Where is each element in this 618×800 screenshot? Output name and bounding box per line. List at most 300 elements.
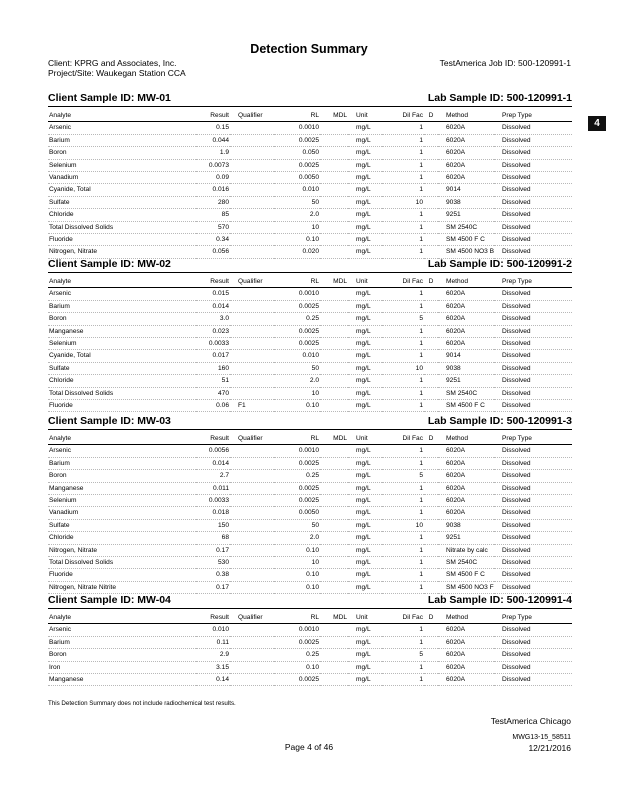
cell-method: 6020A xyxy=(438,457,494,469)
cell-mdl xyxy=(320,581,348,593)
cell-result: 530 xyxy=(196,557,230,569)
cell-qualifier xyxy=(230,532,274,544)
cell-result: 570 xyxy=(196,221,230,233)
cell-analyte: Selenium xyxy=(48,495,196,507)
table-row xyxy=(48,636,572,648)
table-row xyxy=(48,147,572,159)
cell-rl: 0.0025 xyxy=(274,674,320,686)
table-row xyxy=(48,122,572,134)
cell-method: 6020A xyxy=(438,445,494,457)
cell-rl: 0.25 xyxy=(274,470,320,482)
cell-dil: 1 xyxy=(382,234,424,246)
table-row xyxy=(48,184,572,196)
cell-unit: mg/L xyxy=(348,495,382,507)
column-header: Prep Type xyxy=(494,612,572,624)
cell-qualifier xyxy=(230,624,274,636)
cell-rl: 2.0 xyxy=(274,375,320,387)
cell-d xyxy=(424,246,438,258)
cell-method: 6020A xyxy=(438,636,494,648)
table-row xyxy=(48,507,572,519)
cell-result: 3.15 xyxy=(196,661,230,673)
cell-unit: mg/L xyxy=(348,159,382,171)
cell-dil: 1 xyxy=(382,184,424,196)
cell-d xyxy=(424,649,438,661)
cell-qualifier xyxy=(230,519,274,531)
cell-rl: 50 xyxy=(274,196,320,208)
table-row xyxy=(48,544,572,556)
cell-dil: 1 xyxy=(382,387,424,399)
cell-analyte: Chloride xyxy=(48,209,196,221)
cell-method: Nitrate by calc xyxy=(438,544,494,556)
cell-analyte: Barium xyxy=(48,636,196,648)
cell-dil: 5 xyxy=(382,470,424,482)
cell-method: 9038 xyxy=(438,196,494,208)
table-row xyxy=(48,172,572,184)
cell-rl: 0.050 xyxy=(274,147,320,159)
cell-dil: 5 xyxy=(382,649,424,661)
cell-rl: 0.10 xyxy=(274,544,320,556)
cell-prep: Dissolved xyxy=(494,325,572,337)
cell-rl: 0.020 xyxy=(274,246,320,258)
cell-qualifier xyxy=(230,661,274,673)
cell-method: 6020A xyxy=(438,122,494,134)
cell-analyte: Manganese xyxy=(48,325,196,337)
results-table xyxy=(48,433,572,594)
cell-analyte: Barium xyxy=(48,300,196,312)
table-row xyxy=(48,519,572,531)
cell-method: 6020A xyxy=(438,649,494,661)
cell-rl: 0.25 xyxy=(274,313,320,325)
cell-prep: Dissolved xyxy=(494,400,572,412)
cell-mdl xyxy=(320,519,348,531)
cell-prep: Dissolved xyxy=(494,313,572,325)
results-table xyxy=(48,612,572,686)
column-header: Prep Type xyxy=(494,276,572,288)
cell-unit: mg/L xyxy=(348,196,382,208)
cell-analyte: Boron xyxy=(48,470,196,482)
table-row xyxy=(48,557,572,569)
column-header: Unit xyxy=(348,110,382,122)
cell-method: 9251 xyxy=(438,209,494,221)
cell-rl: 0.0025 xyxy=(274,482,320,494)
cell-d xyxy=(424,196,438,208)
cell-method: SM 4500 F C xyxy=(438,569,494,581)
cell-result: 0.0033 xyxy=(196,338,230,350)
cell-rl: 2.0 xyxy=(274,209,320,221)
cell-prep: Dissolved xyxy=(494,581,572,593)
cell-mdl xyxy=(320,482,348,494)
cell-analyte: Selenium xyxy=(48,338,196,350)
results-table xyxy=(48,110,572,259)
cell-rl: 0.0010 xyxy=(274,122,320,134)
cell-mdl xyxy=(320,325,348,337)
client-sample-id: Client Sample ID: MW-03 xyxy=(48,415,171,427)
sample-header xyxy=(48,92,572,107)
cell-prep: Dissolved xyxy=(494,362,572,374)
cell-rl: 0.0025 xyxy=(274,636,320,648)
cell-prep: Dissolved xyxy=(494,221,572,233)
table-row xyxy=(48,300,572,312)
cell-dil: 10 xyxy=(382,519,424,531)
cell-method: 6020A xyxy=(438,470,494,482)
cell-analyte: Sulfate xyxy=(48,196,196,208)
column-header: Qualifier xyxy=(230,276,274,288)
cell-d xyxy=(424,234,438,246)
cell-rl: 0.0050 xyxy=(274,507,320,519)
cell-analyte: Arsenic xyxy=(48,624,196,636)
cell-d xyxy=(424,387,438,399)
column-header: D xyxy=(424,612,438,624)
cell-unit: mg/L xyxy=(348,557,382,569)
cell-method: 6020A xyxy=(438,300,494,312)
cell-result: 0.014 xyxy=(196,457,230,469)
cell-unit: mg/L xyxy=(348,470,382,482)
cell-rl: 0.0025 xyxy=(274,159,320,171)
cell-qualifier xyxy=(230,445,274,457)
cell-rl: 2.0 xyxy=(274,532,320,544)
cell-method: 6020A xyxy=(438,338,494,350)
cell-rl: 0.0050 xyxy=(274,172,320,184)
cell-prep: Dissolved xyxy=(494,147,572,159)
client-sample-id: Client Sample ID: MW-02 xyxy=(48,258,171,270)
lab-name: TestAmerica Chicago xyxy=(490,716,571,726)
table-row xyxy=(48,445,572,457)
cell-unit: mg/L xyxy=(348,325,382,337)
client-name: Client: KPRG and Associates, Inc. xyxy=(48,58,177,68)
cell-analyte: Chloride xyxy=(48,532,196,544)
cell-dil: 1 xyxy=(382,569,424,581)
cell-d xyxy=(424,159,438,171)
cell-method: SM 2540C xyxy=(438,387,494,399)
cell-d xyxy=(424,661,438,673)
cell-dil: 10 xyxy=(382,196,424,208)
table-row xyxy=(48,313,572,325)
cell-qualifier xyxy=(230,457,274,469)
cell-prep: Dissolved xyxy=(494,288,572,300)
table-row xyxy=(48,387,572,399)
cell-dil: 1 xyxy=(382,209,424,221)
cell-analyte: Barium xyxy=(48,457,196,469)
cell-unit: mg/L xyxy=(348,661,382,673)
cell-mdl xyxy=(320,624,348,636)
sample-section xyxy=(48,92,572,259)
cell-rl: 0.0025 xyxy=(274,325,320,337)
cell-result: 0.34 xyxy=(196,234,230,246)
cell-unit: mg/L xyxy=(348,362,382,374)
cell-unit: mg/L xyxy=(348,569,382,581)
column-header: Dil Fac xyxy=(382,612,424,624)
cell-mdl xyxy=(320,674,348,686)
cell-analyte: Arsenic xyxy=(48,288,196,300)
cell-method: 6020A xyxy=(438,624,494,636)
cell-mdl xyxy=(320,362,348,374)
cell-method: 9014 xyxy=(438,184,494,196)
cell-dil: 1 xyxy=(382,288,424,300)
cell-rl: 0.10 xyxy=(274,569,320,581)
cell-qualifier xyxy=(230,147,274,159)
table-row xyxy=(48,581,572,593)
cell-result: 0.056 xyxy=(196,246,230,258)
column-header: MDL xyxy=(320,276,348,288)
cell-rl: 0.0025 xyxy=(274,338,320,350)
column-header: Analyte xyxy=(48,110,196,122)
cell-qualifier xyxy=(230,649,274,661)
sample-section xyxy=(48,415,572,594)
cell-prep: Dissolved xyxy=(494,209,572,221)
cell-unit: mg/L xyxy=(348,457,382,469)
cell-unit: mg/L xyxy=(348,172,382,184)
column-header: MDL xyxy=(320,110,348,122)
column-header: Method xyxy=(438,433,494,445)
cell-qualifier xyxy=(230,362,274,374)
report-date: 12/21/2016 xyxy=(528,743,571,753)
cell-prep: Dissolved xyxy=(494,159,572,171)
cell-mdl xyxy=(320,544,348,556)
cell-method: 6020A xyxy=(438,147,494,159)
cell-prep: Dissolved xyxy=(494,338,572,350)
column-header: Analyte xyxy=(48,276,196,288)
cell-rl: 50 xyxy=(274,362,320,374)
cell-method: 6020A xyxy=(438,507,494,519)
cell-method: 6020A xyxy=(438,313,494,325)
cell-dil: 1 xyxy=(382,674,424,686)
column-header: RL xyxy=(274,433,320,445)
column-header: Unit xyxy=(348,276,382,288)
cell-unit: mg/L xyxy=(348,519,382,531)
cell-rl: 0.10 xyxy=(274,581,320,593)
cell-qualifier xyxy=(230,470,274,482)
cell-dil: 1 xyxy=(382,221,424,233)
table-row xyxy=(48,134,572,146)
cell-prep: Dissolved xyxy=(494,649,572,661)
cell-dil: 1 xyxy=(382,325,424,337)
table-row xyxy=(48,649,572,661)
cell-prep: Dissolved xyxy=(494,507,572,519)
table-row xyxy=(48,375,572,387)
cell-d xyxy=(424,325,438,337)
cell-dil: 1 xyxy=(382,495,424,507)
cell-prep: Dissolved xyxy=(494,532,572,544)
cell-unit: mg/L xyxy=(348,221,382,233)
cell-qualifier xyxy=(230,196,274,208)
cell-analyte: Manganese xyxy=(48,482,196,494)
table-row xyxy=(48,400,572,412)
column-header: MDL xyxy=(320,612,348,624)
job-id: TestAmerica Job ID: 500-120991-1 xyxy=(439,58,571,68)
cell-qualifier xyxy=(230,338,274,350)
table-row xyxy=(48,532,572,544)
cell-d xyxy=(424,457,438,469)
cell-qualifier xyxy=(230,184,274,196)
cell-result: 0.14 xyxy=(196,674,230,686)
cell-mdl xyxy=(320,221,348,233)
cell-analyte: Vanadium xyxy=(48,172,196,184)
cell-analyte: Iron xyxy=(48,661,196,673)
column-header: Method xyxy=(438,276,494,288)
cell-d xyxy=(424,184,438,196)
column-header: D xyxy=(424,110,438,122)
cell-unit: mg/L xyxy=(348,184,382,196)
cell-unit: mg/L xyxy=(348,482,382,494)
table-row xyxy=(48,624,572,636)
cell-qualifier xyxy=(230,234,274,246)
client-sample-id: Client Sample ID: MW-04 xyxy=(48,594,171,606)
table-row xyxy=(48,482,572,494)
cell-analyte: Total Dissolved Solids xyxy=(48,387,196,399)
cell-qualifier xyxy=(230,288,274,300)
cell-prep: Dissolved xyxy=(494,387,572,399)
cell-analyte: Sulfate xyxy=(48,362,196,374)
cell-mdl xyxy=(320,234,348,246)
table-row xyxy=(48,196,572,208)
cell-d xyxy=(424,313,438,325)
cell-method: SM 4500 F C xyxy=(438,400,494,412)
column-header: Qualifier xyxy=(230,110,274,122)
cell-unit: mg/L xyxy=(348,234,382,246)
cell-result: 0.17 xyxy=(196,544,230,556)
cell-d xyxy=(424,532,438,544)
cell-analyte: Nitrogen, Nitrate xyxy=(48,544,196,556)
cell-mdl xyxy=(320,288,348,300)
cell-d xyxy=(424,482,438,494)
table-row xyxy=(48,495,572,507)
cell-result: 0.17 xyxy=(196,581,230,593)
cell-prep: Dissolved xyxy=(494,674,572,686)
cell-prep: Dissolved xyxy=(494,300,572,312)
cell-mdl xyxy=(320,350,348,362)
cell-dil: 1 xyxy=(382,338,424,350)
cell-qualifier xyxy=(230,482,274,494)
cell-qualifier xyxy=(230,581,274,593)
cell-qualifier xyxy=(230,300,274,312)
column-header: D xyxy=(424,276,438,288)
cell-rl: 0.10 xyxy=(274,661,320,673)
cell-rl: 10 xyxy=(274,557,320,569)
column-header: Analyte xyxy=(48,433,196,445)
cell-unit: mg/L xyxy=(348,674,382,686)
cell-analyte: Manganese xyxy=(48,674,196,686)
cell-result: 0.06 xyxy=(196,400,230,412)
cell-d xyxy=(424,581,438,593)
results-table xyxy=(48,276,572,412)
cell-result: 85 xyxy=(196,209,230,221)
cell-method: 9014 xyxy=(438,350,494,362)
cell-result: 0.023 xyxy=(196,325,230,337)
cell-dil: 1 xyxy=(382,400,424,412)
cell-result: 0.15 xyxy=(196,122,230,134)
cell-unit: mg/L xyxy=(348,624,382,636)
cell-method: 6020A xyxy=(438,325,494,337)
cell-unit: mg/L xyxy=(348,350,382,362)
cell-prep: Dissolved xyxy=(494,375,572,387)
cell-mdl xyxy=(320,649,348,661)
cell-prep: Dissolved xyxy=(494,246,572,258)
cell-qualifier xyxy=(230,375,274,387)
cell-mdl xyxy=(320,470,348,482)
cell-result: 470 xyxy=(196,387,230,399)
column-header: Analyte xyxy=(48,612,196,624)
column-header: Prep Type xyxy=(494,433,572,445)
cell-result: 0.38 xyxy=(196,569,230,581)
cell-method: 6020A xyxy=(438,495,494,507)
cell-d xyxy=(424,400,438,412)
cell-prep: Dissolved xyxy=(494,636,572,648)
cell-d xyxy=(424,338,438,350)
table-row xyxy=(48,470,572,482)
cell-analyte: Cyanide, Total xyxy=(48,184,196,196)
cell-analyte: Fluoride xyxy=(48,234,196,246)
cell-d xyxy=(424,557,438,569)
table-row xyxy=(48,338,572,350)
cell-analyte: Nitrogen, Nitrate Nitrite xyxy=(48,581,196,593)
cell-prep: Dissolved xyxy=(494,482,572,494)
cell-result: 2.7 xyxy=(196,470,230,482)
cell-qualifier xyxy=(230,134,274,146)
column-header: RL xyxy=(274,612,320,624)
cell-rl: 0.010 xyxy=(274,350,320,362)
cell-prep: Dissolved xyxy=(494,457,572,469)
cell-dil: 1 xyxy=(382,172,424,184)
cell-method: SM 2540C xyxy=(438,221,494,233)
cell-qualifier xyxy=(230,674,274,686)
cell-dil: 1 xyxy=(382,246,424,258)
cell-unit: mg/L xyxy=(348,445,382,457)
cell-method: SM 4500 NO3 F xyxy=(438,581,494,593)
cell-method: 6020A xyxy=(438,134,494,146)
cell-mdl xyxy=(320,445,348,457)
cell-result: 0.0033 xyxy=(196,495,230,507)
cell-qualifier xyxy=(230,209,274,221)
cell-unit: mg/L xyxy=(348,300,382,312)
cell-prep: Dissolved xyxy=(494,544,572,556)
table-row xyxy=(48,288,572,300)
cell-d xyxy=(424,636,438,648)
cell-analyte: Boron xyxy=(48,649,196,661)
cell-result: 0.0056 xyxy=(196,445,230,457)
cell-method: 6020A xyxy=(438,482,494,494)
table-row xyxy=(48,674,572,686)
cell-mdl xyxy=(320,246,348,258)
cell-qualifier xyxy=(230,495,274,507)
cell-result: 0.018 xyxy=(196,507,230,519)
cell-prep: Dissolved xyxy=(494,557,572,569)
cell-d xyxy=(424,362,438,374)
column-header: MDL xyxy=(320,433,348,445)
column-header: Method xyxy=(438,110,494,122)
column-header: RL xyxy=(274,276,320,288)
cell-method: SM 4500 NO3 B xyxy=(438,246,494,258)
cell-result: 0.016 xyxy=(196,184,230,196)
cell-prep: Dissolved xyxy=(494,196,572,208)
sample-section xyxy=(48,258,572,412)
cell-unit: mg/L xyxy=(348,209,382,221)
cell-d xyxy=(424,495,438,507)
cell-d xyxy=(424,147,438,159)
cell-mdl xyxy=(320,134,348,146)
document-code: MWG13-15_58511 xyxy=(512,734,571,741)
cell-result: 150 xyxy=(196,519,230,531)
cell-mdl xyxy=(320,196,348,208)
cell-dil: 5 xyxy=(382,313,424,325)
cell-analyte: Barium xyxy=(48,134,196,146)
column-header: Unit xyxy=(348,612,382,624)
column-header: Result xyxy=(196,612,230,624)
cell-d xyxy=(424,221,438,233)
cell-method: 6020A xyxy=(438,674,494,686)
column-header: Result xyxy=(196,433,230,445)
cell-method: 9038 xyxy=(438,362,494,374)
cell-qualifier xyxy=(230,557,274,569)
